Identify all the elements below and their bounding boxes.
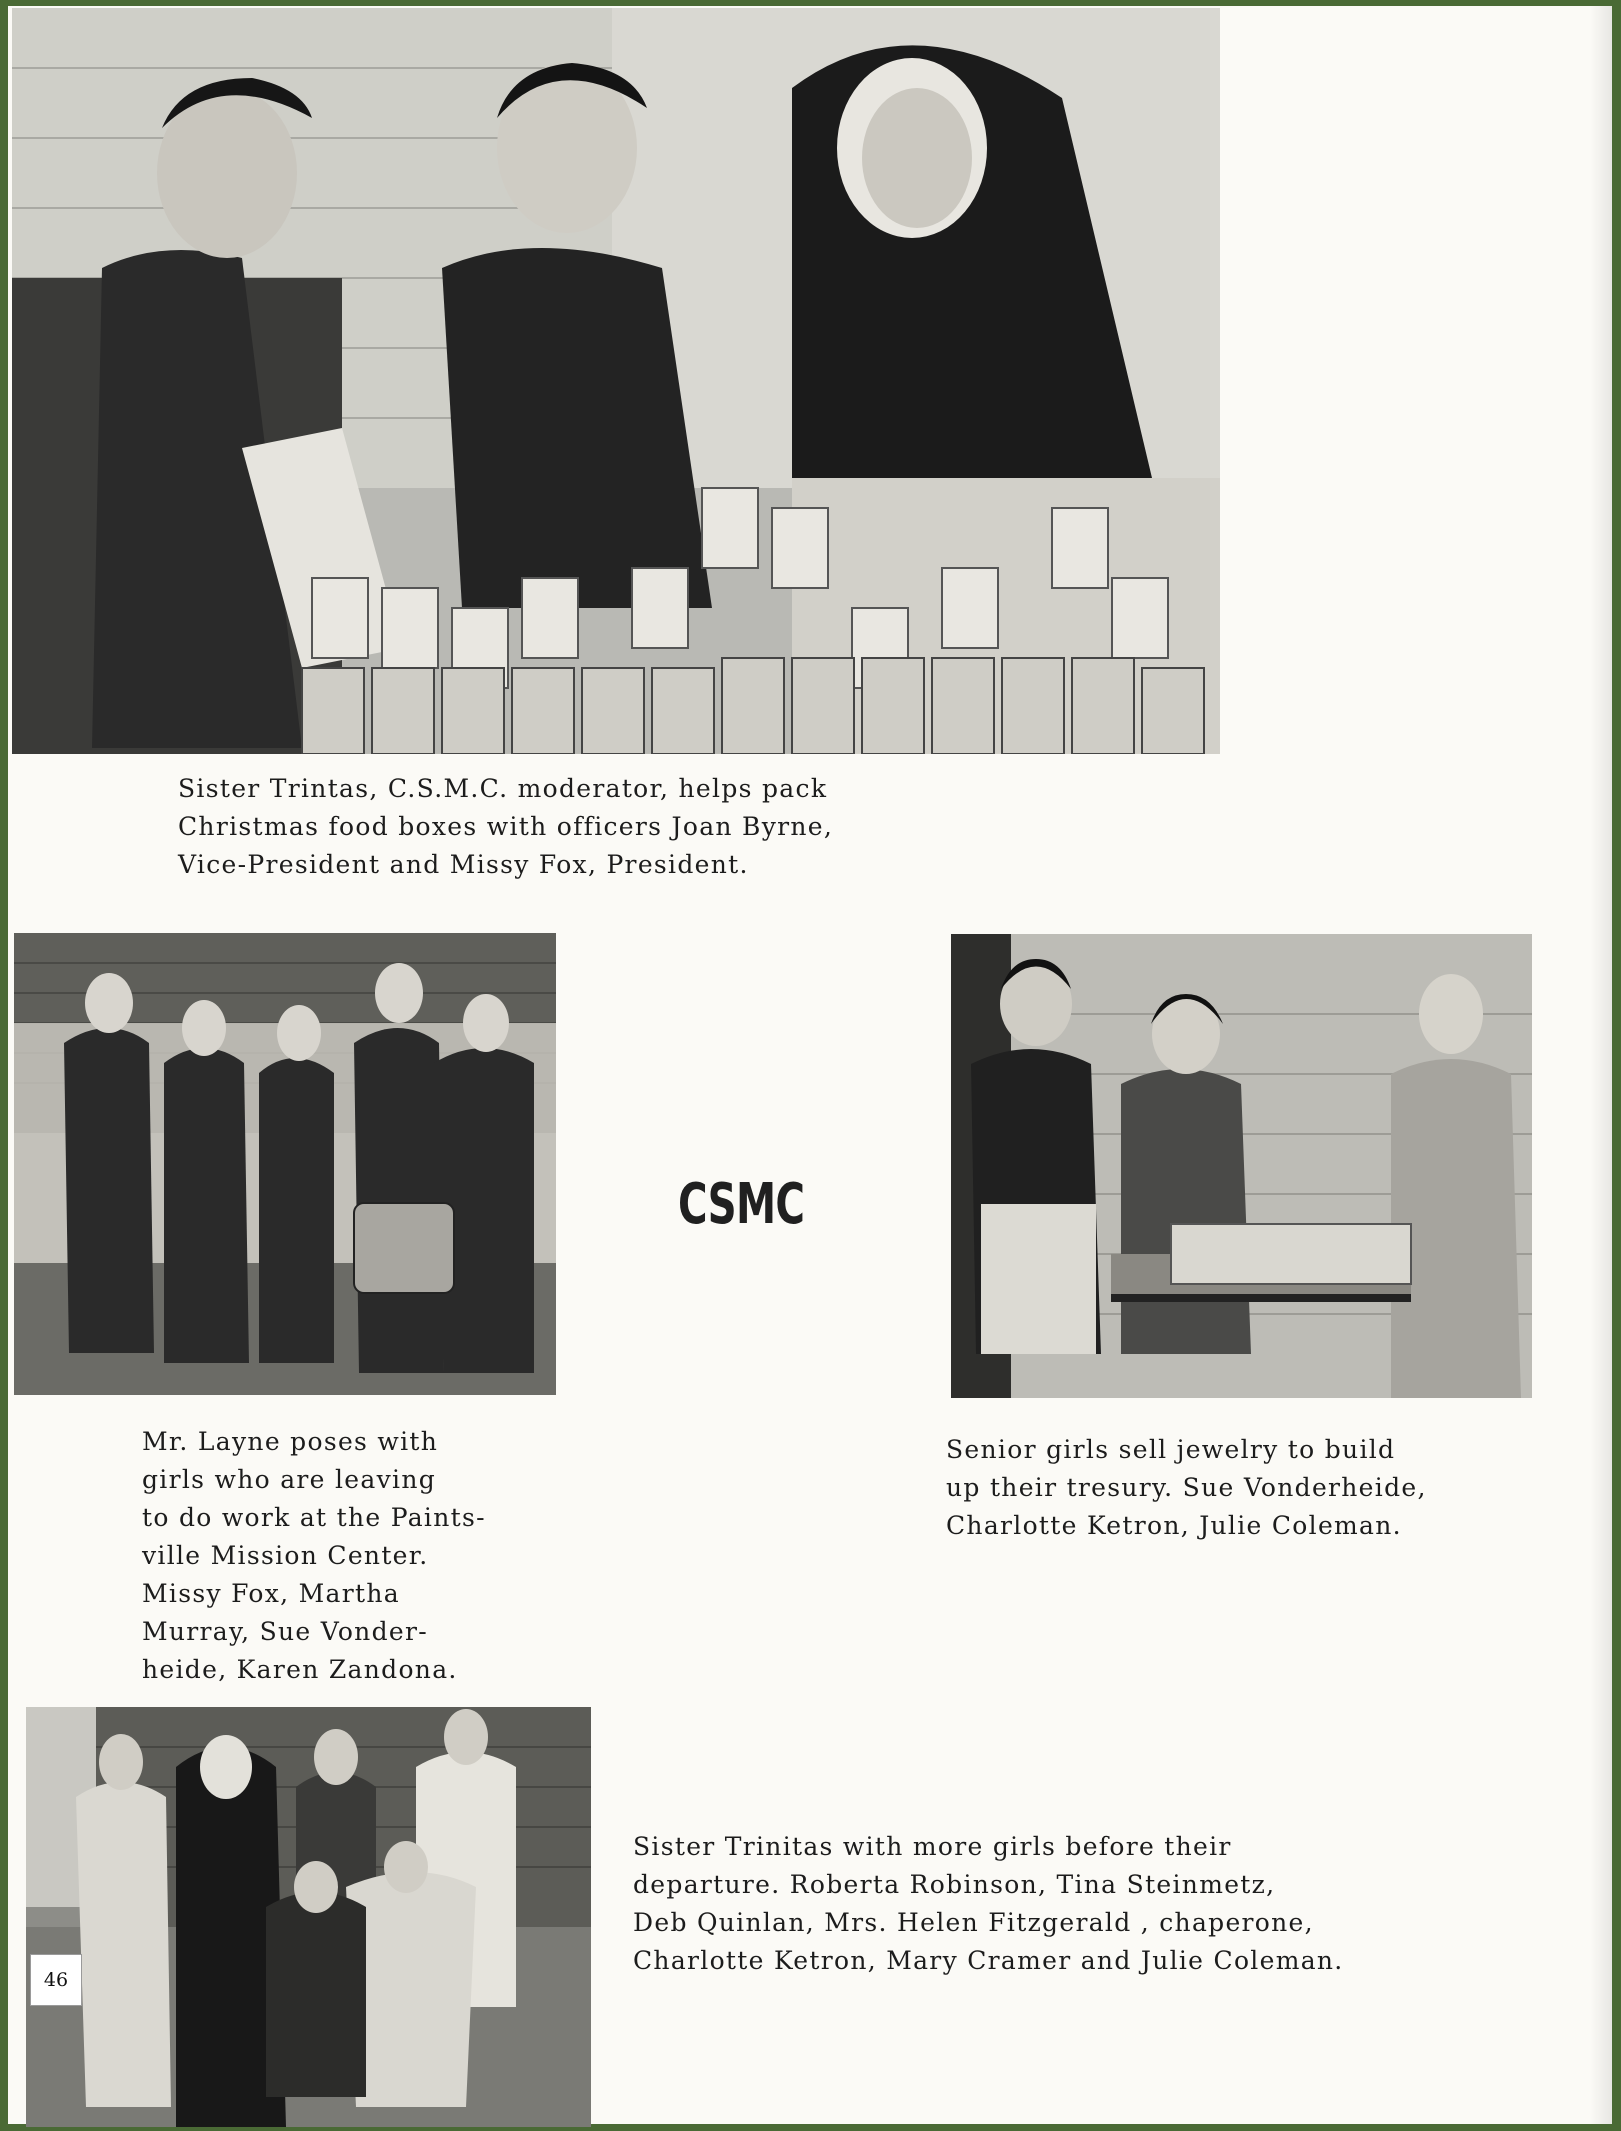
- mission-group-photo-art: [14, 933, 556, 1395]
- jewelry-sale-caption: Senior girls sell jewelry to build up their tresury. Sue Vonderheide, Charlotte Ketron, Julie Coleman.: [946, 1435, 1427, 1540]
- departure-group-photo-art: [26, 1707, 591, 2127]
- departure-group-caption: Sister Trinitas with more girls before their departure. Roberta Robinson, Tina Steinmetz, Deb Quinlan, Mrs. Helen Fitzgerald , chaperone, Charlotte Ketron, Mary Cramer and Julie Coleman.: [633, 1832, 1344, 1975]
- section-heading: CSMC: [678, 1172, 805, 1237]
- departure-group-photo: [26, 1707, 591, 2127]
- food-drive-caption: Sister Trintas, C.S.M.C. moderator, helps pack Christmas food boxes with officers Joan Byrne, Vice-President and Missy Fox, President.: [178, 774, 834, 879]
- mission-group-caption: Mr. Layne poses with girls who are leaving to do work at the Paints- ville Mission Center. Missy Fox, Martha Murray, Sue Vonder- heide, Karen Zandona.: [142, 1427, 486, 1684]
- yearbook-page: [8, 6, 1612, 2124]
- page-edge-shadow: [1590, 6, 1612, 2124]
- mission-group-photo: [14, 933, 556, 1395]
- jewelry-sale-photo: [951, 934, 1532, 1398]
- page-number: 46: [30, 1954, 82, 2006]
- jewelry-sale-photo-art: [951, 934, 1532, 1398]
- food-drive-photo: [12, 8, 1220, 754]
- food-drive-photo-art: [12, 8, 1220, 754]
